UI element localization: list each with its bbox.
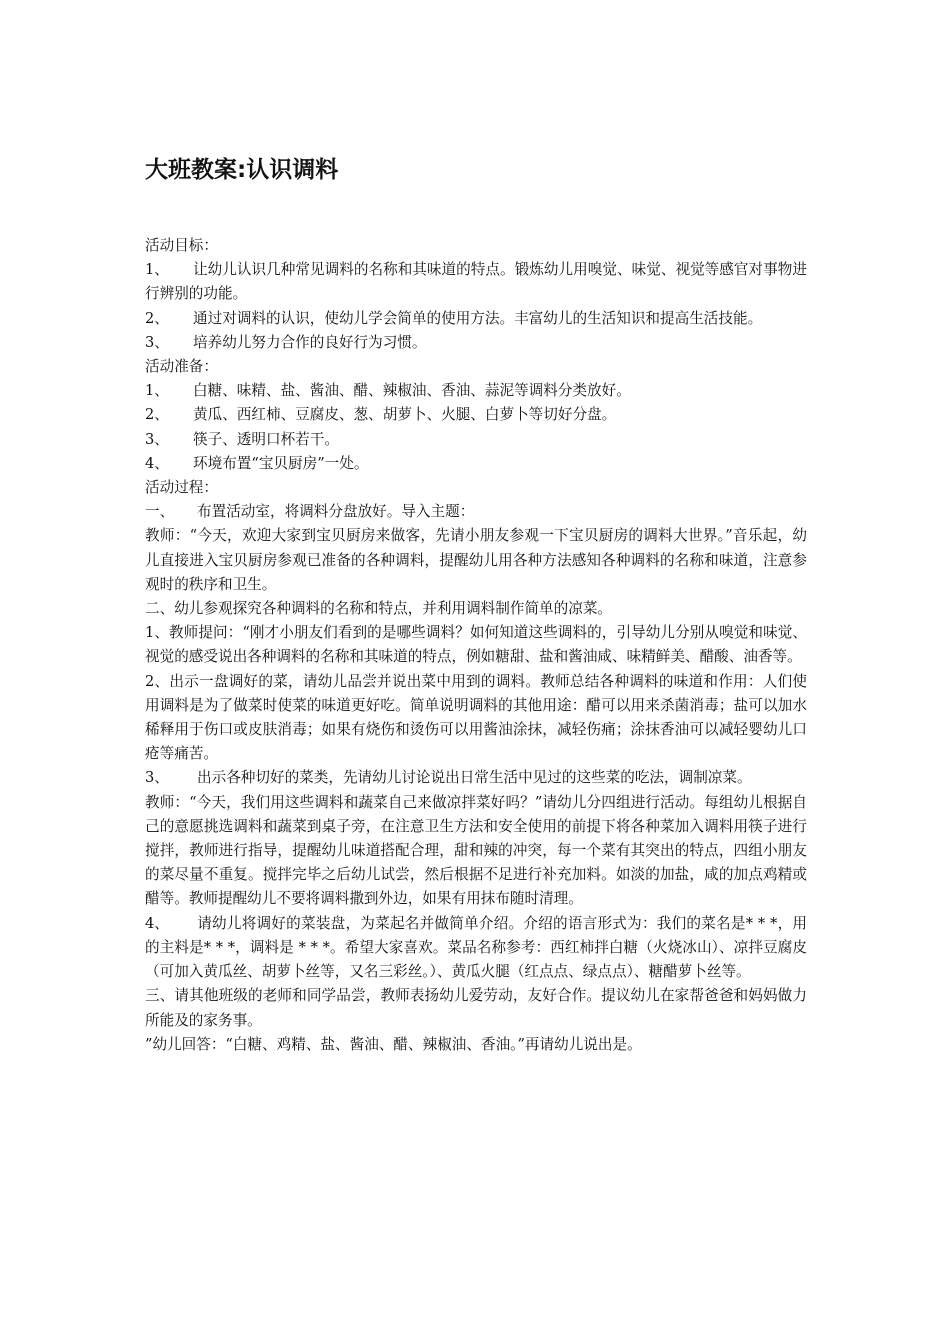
process-step-3: 三、请其他班级的老师和同学品尝，教师表扬幼儿爱劳动，友好合作。提议幼儿在家帮爸爸和妈妈做力所能及的家务事。 xyxy=(145,987,807,1029)
closing-line: ”幼儿回答：“白糖、鸡精、盐、酱油、醋、辣椒油、香油。”再请幼儿说出是。 xyxy=(145,1035,642,1053)
prep-item xyxy=(145,379,807,403)
process-step-1-detail: 教师：“今天，欢迎大家到宝贝厨房来做客，先请小朋友参观一下宝贝厨房的调料大世界。”音乐起，幼儿直接进入宝贝厨房参观已准备的各种调料，提醒幼儿用各种方法感知各种调料的名称和味道，注意参观时的秩序和卫生。 xyxy=(145,527,807,593)
goal-text: 让幼儿认识几种常见调料的名称和其味道的特点。锻炼幼儿用嗅觉、味觉、视觉等感官对事物进行辨别的功能。 xyxy=(145,261,807,303)
prep-item xyxy=(145,428,807,452)
step-number: 4、 xyxy=(145,914,169,932)
goal-number: 1、 xyxy=(145,261,169,279)
goal-number: 3、 xyxy=(145,333,169,351)
prep-number: 2、 xyxy=(145,406,169,424)
goal-text: 培养幼儿努力合作的良好行为习惯。 xyxy=(193,333,427,351)
step-number: 一、 xyxy=(145,503,175,521)
goal-number: 2、 xyxy=(145,309,169,327)
prep-number: 3、 xyxy=(145,430,169,448)
prep-heading: 活动准备： xyxy=(145,358,218,376)
prep-number: 4、 xyxy=(145,454,169,472)
prep-text: 白糖、味精、盐、酱油、醋、辣椒油、香油、蒜泥等调料分类放好。 xyxy=(193,382,631,400)
document-body xyxy=(145,234,807,1057)
goal-item xyxy=(145,258,807,306)
step-text: 请幼儿将调好的菜装盘，为菜起名并做简单介绍。介绍的语言形式为：我们的菜名是* * *，用的主料是* * *，调料是 * * *。希望大家喜欢。菜品名称参考：西红柿拌白糖（火烧冰山）、凉拌豆腐皮（可加入黄瓜丝、胡萝卜丝等，又名三彩丝。）、黄瓜火腿（红点点、绿点点）、糖醋萝卜丝等。 xyxy=(145,914,807,981)
prep-text: 环境布置“宝贝厨房”一处。 xyxy=(193,454,369,472)
page-title: 大班教案:认识调料 xyxy=(145,157,339,183)
process-step-2-2: 2、出示一盘调好的菜，请幼儿品尝并说出菜中用到的调料。教师总结各种调料的味道和作用：人们使用调料是为了做菜时使菜的味道更好吃。简单说明调料的其他用途：醋可以用来杀菌消毒；盐可以加水稀释用于伤口或皮肤消毒；如果有烧伤和烫伤可以用酱油涂抹，减轻伤痛；涂抹香油可以减轻婴幼儿口疮等痛苦。 xyxy=(145,672,807,763)
goals-heading: 活动目标： xyxy=(145,237,218,254)
process-step-2-4 xyxy=(145,912,807,985)
process-step-2: 二、幼儿参观探究各种调料的名称和特点，并利用调料制作简单的凉菜。 xyxy=(145,600,613,618)
process-step-2-3-detail: 教师：“今天，我们用这些调料和蔬菜自己来做凉拌菜好吗？”请幼儿分四组进行活动。每组幼儿根据自己的意愿挑选调料和蔬菜到桌子旁，在注意卫生方法和安全使用的前提下将各种菜加入调料用筷子进行搅拌，教师进行指导，提醒幼儿味道搭配合理，甜和辣的冲突，每一个菜有其突出的特点，四组小朋友的菜尽量不重复。搅拌完毕之后幼儿试尝，然后根据不足进行补充加料。如淡的加盐，咸的加点鸡精或醋等。教师提醒幼儿不要将调料撒到外边，如果有用抹布随时清理。 xyxy=(145,793,807,908)
goal-item xyxy=(145,331,807,355)
step-number: 3、 xyxy=(145,769,169,787)
goal-text: 通过对调料的认识，使幼儿学会简单的使用方法。丰富幼儿的生活知识和提高生活技能。 xyxy=(193,309,763,327)
process-step-2-3 xyxy=(145,766,807,790)
prep-item xyxy=(145,403,807,427)
prep-text: 黄瓜、西红柿、豆腐皮、葱、胡萝卜、火腿、白萝卜等切好分盘。 xyxy=(193,406,617,424)
process-step-2-1: 1、教师提问：“刚才小朋友们看到的是哪些调料？如何知道这些调料的，引导幼儿分别从嗅觉和味觉、视觉的感受说出各种调料的名称和其味道的特点，例如糖甜、盐和酱油咸、味精鲜美、醋酸、油香等。 xyxy=(145,624,807,666)
prep-item xyxy=(145,452,807,476)
process-heading: 活动过程： xyxy=(145,479,218,497)
goal-item xyxy=(145,307,807,331)
prep-text: 筷子、透明口杯若干。 xyxy=(193,430,339,448)
process-step-1 xyxy=(145,500,807,524)
prep-number: 1、 xyxy=(145,382,169,400)
step-text: 布置活动室，将调料分盘放好。导入主题： xyxy=(197,503,475,521)
step-text: 出示各种切好的菜类，先请幼儿讨论说出日常生活中见过的这些菜的吃法，调制凉菜。 xyxy=(197,769,752,787)
